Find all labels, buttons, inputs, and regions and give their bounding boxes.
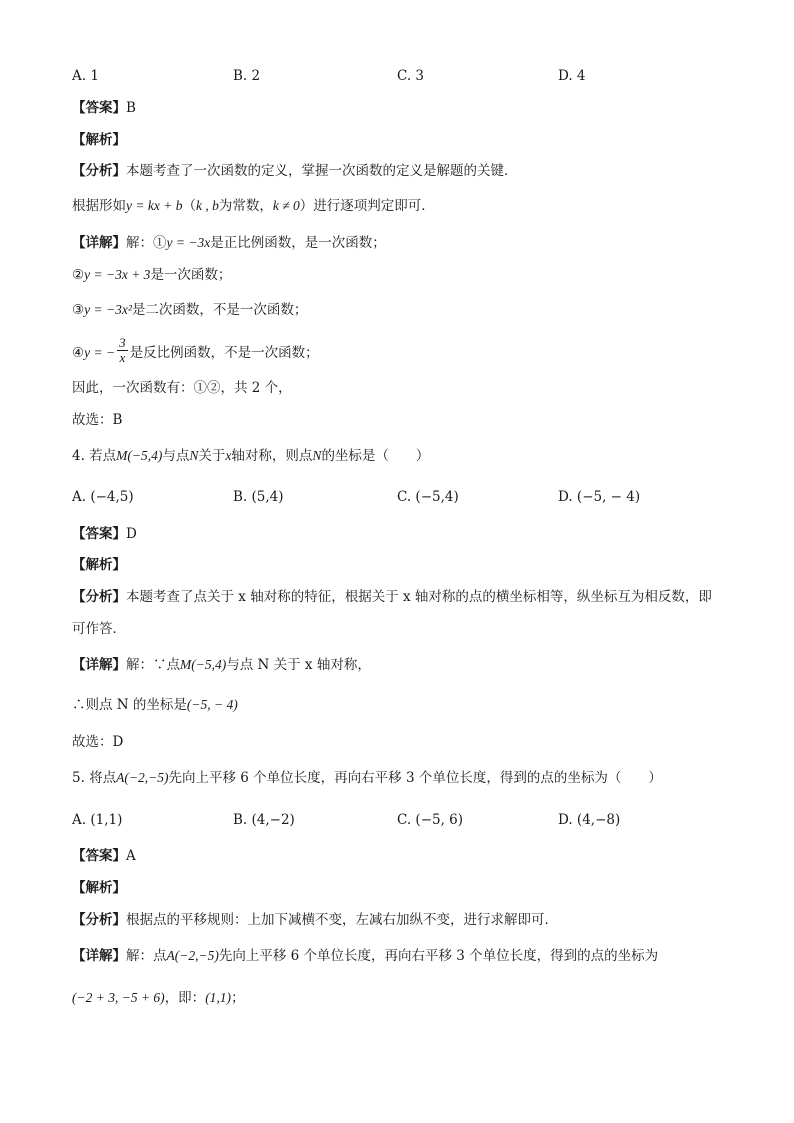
q4-stem-pre: 4. 若点 [72,448,117,464]
q4-analysis-1 [72,587,712,607]
q3-detail-1 [72,233,386,253]
rule-kb: k , b [195,198,219,213]
q5-stem-post: 先向上平移 6 个单位长度，再向右平移 3 个单位长度，得到的点的坐标为（ ） [168,770,662,786]
fraction-denominator: x [119,350,126,365]
detail-1-pre: 解：① [126,235,167,251]
q5-option-c: C. (−5, 6) [397,812,464,828]
analysis-tag: 【分析】 [72,163,126,179]
q4-stem [72,446,429,466]
q4-stem-mid2: 关于 [198,448,226,464]
q4-detail-1-post: 与点 N 关于 x 轴对称， [226,657,371,673]
detail-3-pre: ③ [72,302,85,318]
answer-tag: 【答案】 [72,848,126,864]
detail-2-pre: ② [72,267,85,283]
q4-detail-1-point: M(−5,4) [180,657,227,672]
analysis-tag: 【分析】 [72,912,126,928]
q4-detail-2-pre: ∴则点 N 的坐标是 [72,697,187,713]
q4-stem-x: x [225,448,232,463]
q5-detail-2-post: ； [231,990,245,1006]
detail-tag: 【详解】 [72,948,126,964]
q4-answer [72,524,137,544]
rule-pre: 根据形如 [72,198,126,214]
q4-option-a: A. (−4,5) [72,489,134,505]
q3-answer [72,98,136,118]
q3-option-c: C. 3 [397,68,425,84]
analysis-text-1: 本题考查了点关于 x 轴对称的特征，根据关于 x 轴对称的点的横坐标相等，纵坐标互为相反数，即 [126,589,712,605]
detail-4-fraction [117,336,128,365]
q4-detail-1 [72,655,371,675]
q4-choose: 故选：D [72,734,124,750]
q3-option-b: B. 2 [233,68,261,84]
detail-tag: 【详解】 [72,657,126,673]
q5-detail-2 [72,988,245,1008]
q4-stem-mid: 与点 [162,448,190,464]
q3-detail-2 [72,265,231,285]
q5-stem-pre: 5. 将点 [72,770,117,786]
detail-4-lhs: y = − [84,345,116,360]
q5-detail-1 [72,946,658,966]
q5-answer [72,846,136,866]
analysis-text: 本题考查了一次函数的定义，掌握一次函数的定义是解题的关键． [126,163,518,179]
detail-1-post: 是正比例函数，是一次函数； [210,235,386,251]
rule-post: ）进行逐项判定即可． [299,198,435,214]
q5-analysis [72,910,558,930]
q5-detail-2-result: (1,1) [205,990,232,1005]
detail-1-formula: y = −3x [166,235,211,250]
fraction-numerator: 3 [119,335,126,350]
detail-4-post: 是反比例函数，不是一次函数； [129,345,319,361]
q4-detail-2 [72,695,238,715]
answer-tag: 【答案】 [72,100,126,116]
detail-tag: 【详解】 [72,235,126,251]
q5-analysis-heading: 【解析】 [72,880,126,896]
q4-option-c: C. (−5,4) [397,489,459,505]
q3-option-a: A. 1 [72,68,99,84]
answer-value: B [126,100,136,116]
q4-detail-1-pre: 解：∵点 [126,657,180,673]
q5-detail-1-point: A(−2,−5) [166,948,219,963]
q3-detail-4 [72,335,319,365]
rule-mid2: 为常数， [218,198,273,214]
q3-choose: 故选：B [72,412,123,428]
q3-option-d: D. 4 [558,68,586,84]
detail-2-formula: y = −3x + 3 [84,267,151,282]
q3-conclusion: 因此，一次函数有：①②，共 2 个， [72,380,292,396]
q4-stem-post: 的坐标是（ ） [321,448,430,464]
q4-analysis-heading: 【解析】 [72,557,126,573]
detail-2-post: 是一次函数； [150,267,232,283]
q5-stem [72,768,662,788]
q5-option-d: D. (4,−8) [558,812,621,828]
answer-tag: 【答案】 [72,526,126,542]
q5-detail-1-post: 先向上平移 6 个单位长度，再向右平移 3 个单位长度，得到的点的坐标为 [218,948,659,964]
q5-detail-2-mid: ，即： [164,990,206,1006]
q4-option-d: D. (−5, − 4) [558,489,641,505]
rule-formula: y = kx + b [126,198,183,213]
rule-mid: （ [182,198,196,214]
detail-3-post: 是二次函数，不是一次函数； [131,302,308,318]
q3-detail-3 [72,300,307,320]
q4-analysis-2: 可作答． [72,621,126,637]
q3-analysis-heading: 【解析】 [72,132,126,148]
q5-option-a: A. (1,1) [72,812,123,828]
analysis-tag: 【分析】 [72,589,126,605]
answer-value: D [126,526,137,542]
answer-value: A [126,848,136,864]
q4-detail-2-point: (−5, − 4) [186,697,238,712]
q4-stem-point: M(−5,4) [116,448,163,463]
q4-stem-n2: N [312,448,322,463]
q5-detail-1-pre: 解：点 [126,948,167,964]
q5-option-b: B. (4,−2) [233,812,295,828]
q4-option-b: B. (5,4) [233,489,284,505]
detail-3-formula: y = −3x² [84,302,132,317]
q5-stem-point: A(−2,−5) [116,770,169,785]
detail-4-pre: ④ [72,345,85,361]
q4-stem-mid3: 轴对称，则点 [231,448,313,464]
q4-stem-n: N [189,448,199,463]
q3-analysis [72,161,518,181]
q3-rule [72,196,435,216]
rule-condition: k ≠ 0 [272,198,300,213]
analysis-text: 根据点的平移规则：上加下减横不变，左减右加纵不变，进行求解即可． [126,912,558,928]
q5-detail-2-expr: (−2 + 3, −5 + 6) [72,990,165,1005]
